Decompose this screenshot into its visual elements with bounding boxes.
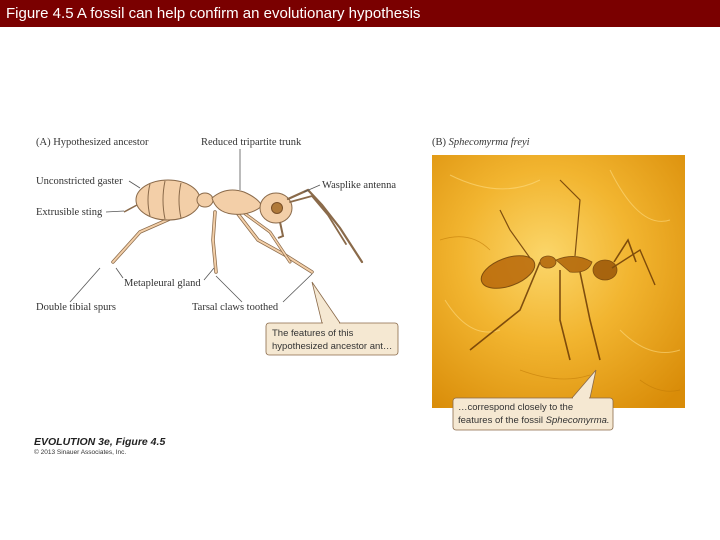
label-tarsal-claws-toothed: Tarsal claws toothed bbox=[192, 302, 279, 313]
panel-a-heading: (A) Hypothesized ancestor bbox=[36, 137, 149, 148]
label-extrusible-sting: Extrusible sting bbox=[36, 207, 103, 218]
callout-a-line-1: The features of this bbox=[272, 328, 354, 339]
callout-b-genus: Sphecomyrma. bbox=[545, 415, 610, 426]
callout-b-line-2 bbox=[458, 415, 610, 426]
panel-b bbox=[432, 137, 685, 430]
ant-eye bbox=[272, 203, 283, 214]
callout-panel-a bbox=[266, 282, 398, 355]
figure-credit-title: EVOLUTION 3e, Figure 4.5 bbox=[34, 436, 166, 448]
label-unconstricted-gaster: Unconstricted gaster bbox=[36, 176, 123, 187]
callout-b-line-2-prefix: features of the fossil bbox=[458, 415, 546, 426]
callout-a-line-2: hypothesized ancestor ant… bbox=[272, 341, 393, 352]
callout-b-line-1: …correspond closely to the bbox=[458, 402, 574, 413]
label-wasplike-antenna: Wasplike antenna bbox=[322, 180, 397, 191]
panel-a bbox=[36, 137, 398, 355]
label-metapleural-gland: Metapleural gland bbox=[124, 278, 201, 289]
panel-b-heading-species: Sphecomyrma freyi bbox=[448, 137, 530, 148]
label-double-tibial-spurs: Double tibial spurs bbox=[36, 302, 116, 313]
figure-copyright: © 2013 Sinauer Associates, Inc. bbox=[34, 449, 127, 456]
label-reduced-tripartite-trunk: Reduced tripartite trunk bbox=[201, 137, 302, 148]
panel-b-heading-prefix: (B) bbox=[432, 137, 449, 148]
ant-trunk bbox=[212, 190, 262, 214]
ant-gaster bbox=[136, 180, 200, 220]
slide-title: Figure 4.5 A fossil can help confirm an evolutionary hypothesis bbox=[0, 0, 720, 27]
panel-b-heading bbox=[432, 137, 530, 148]
amber-fossil-photo bbox=[432, 155, 685, 408]
hypothesized-ancestor-ant-illustration bbox=[113, 180, 362, 272]
